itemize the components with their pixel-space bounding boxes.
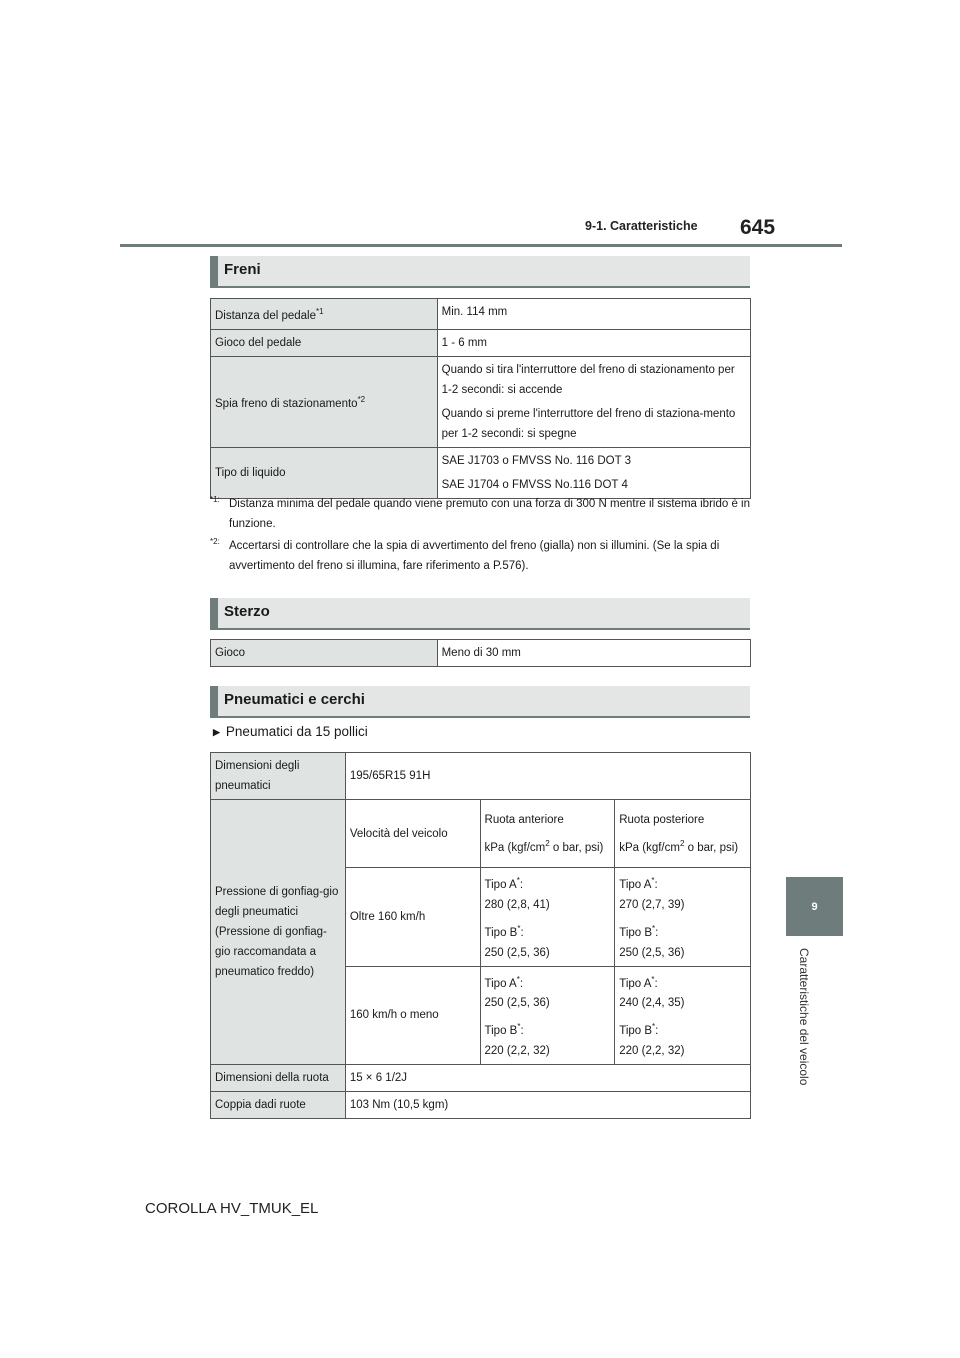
column-header: Ruota posteriore kPa ($kgf/cm^2$ o bar, psi) bbox=[615, 800, 751, 868]
chapter-tab bbox=[786, 877, 843, 936]
chapter-number: 9 bbox=[811, 900, 818, 913]
row-value: Quando si tira l'interruttore del freno di stazionamento per 1-2 secondi: si accende Quando si preme l'interruttore del freno di staziona-mento per 1-2 secondi: si spegne bbox=[437, 356, 750, 447]
speed-cell: Oltre 160 km/h bbox=[345, 868, 480, 967]
table-row bbox=[211, 800, 751, 868]
row-label: Spia freno di stazionamento$^{*2}$ bbox=[211, 356, 438, 447]
row-label: Pressione di gonfiag-gio degli pneumatici (Pressione di gonfiag-gio raccomandata a pneumatico freddo) bbox=[211, 800, 346, 1065]
row-label: Gioco del pedale bbox=[211, 329, 438, 356]
section-heading-sterzo bbox=[210, 598, 750, 630]
section-heading-pneumatici bbox=[210, 686, 750, 718]
triangle-right-icon: ▶ bbox=[213, 727, 220, 737]
row-value: Min. 114 mm bbox=[437, 299, 750, 330]
table-row bbox=[211, 356, 751, 447]
sterzo-table bbox=[210, 639, 751, 667]
subheading: ▶ Pneumatici da 15 pollici bbox=[213, 724, 368, 739]
speed-cell: 160 km/h o meno bbox=[345, 966, 480, 1065]
footer-model-code: COROLLA HV_TMUK_EL bbox=[145, 1200, 319, 1217]
column-header: Ruota anteriore kPa ($kgf/cm^2$ o bar, psi) bbox=[480, 800, 615, 868]
row-value: 1 - 6 mm bbox=[437, 329, 750, 356]
table-row bbox=[211, 299, 751, 330]
row-label: Distanza del pedale$^{*1}$ bbox=[211, 299, 438, 330]
row-label: Dimensioni della ruota bbox=[211, 1065, 346, 1092]
footnote-2: *2: Accertarsi di controllare che la spia di avvertimento del freno (gialla) non si illumini. (Se la spia di avvertimento del freno si illumina, fare riferimento a P.576). bbox=[210, 537, 720, 572]
table-row bbox=[211, 1065, 751, 1092]
table-row bbox=[211, 640, 751, 667]
row-value: Meno di 30 mm bbox=[437, 640, 750, 667]
row-value: 15 × 6 1/2J bbox=[345, 1065, 750, 1092]
table-row bbox=[211, 1092, 751, 1119]
row-label: Dimensioni degli pneumatici bbox=[211, 753, 346, 800]
section-heading-text: Sterzo bbox=[224, 603, 270, 620]
pressure-cell: Tipo A*: 280 (2,8, 41) Tipo B*: 250 (2,5, 36) bbox=[480, 868, 615, 967]
section-heading-text: Freni bbox=[224, 261, 261, 278]
row-value: SAE J1703 o FMVSS No. 116 DOT 3 SAE J1704 o FMVSS No.116 DOT 4 bbox=[437, 447, 750, 498]
footnote-1: *1: Distanza minima del pedale quando viene premuto con una forza di 300 N mentre il sistema ibrido è in funzione. bbox=[210, 495, 750, 530]
table-row bbox=[211, 329, 751, 356]
header-divider bbox=[120, 244, 842, 247]
pressure-cell: Tipo A*: 240 (2,4, 35) Tipo B*: 220 (2,2, 32) bbox=[615, 966, 751, 1065]
page-number: 645 bbox=[740, 216, 776, 239]
pneumatici-table bbox=[210, 752, 751, 1119]
row-value: 103 Nm (10,5 kgm) bbox=[345, 1092, 750, 1119]
table-row bbox=[211, 447, 751, 498]
section-title: 9-1. Caratteristiche bbox=[585, 219, 698, 233]
pressure-cell: Tipo A*: 270 (2,7, 39) Tipo B*: 250 (2,5, 36) bbox=[615, 868, 751, 967]
row-value: 195/65R15 91H bbox=[345, 753, 750, 800]
row-label: Coppia dadi ruote bbox=[211, 1092, 346, 1119]
table-row bbox=[211, 753, 751, 800]
column-header: Velocità del veicolo bbox=[345, 800, 480, 868]
section-heading-freni bbox=[210, 256, 750, 288]
chapter-label-text: Caratteristiche del veicolo bbox=[797, 948, 811, 1086]
row-label: Tipo di liquido bbox=[211, 447, 438, 498]
freni-table bbox=[210, 298, 751, 499]
chapter-tab-label bbox=[798, 948, 822, 1108]
section-heading-text: Pneumatici e cerchi bbox=[224, 691, 365, 708]
pressure-cell: Tipo A*: 250 (2,5, 36) Tipo B*: 220 (2,2, 32) bbox=[480, 966, 615, 1065]
row-label: Gioco bbox=[211, 640, 438, 667]
